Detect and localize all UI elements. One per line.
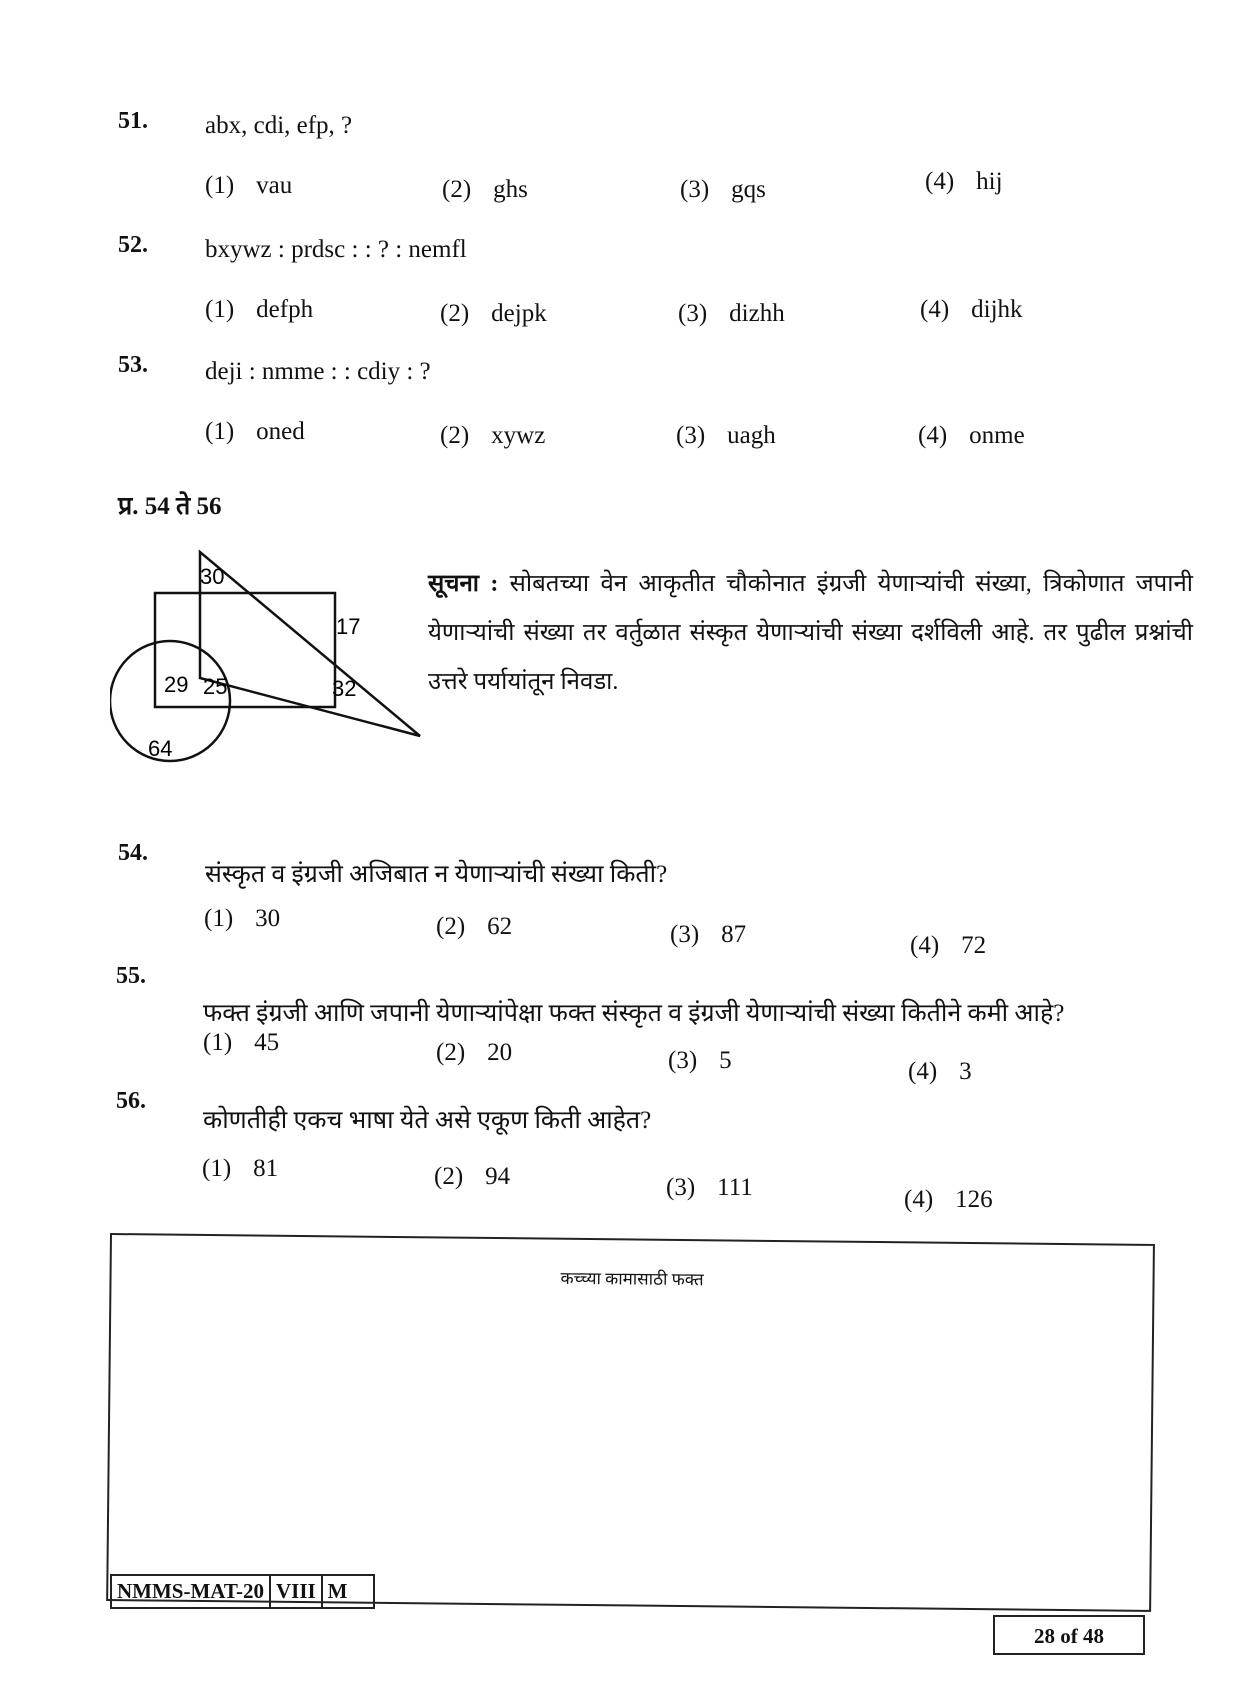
option: (1) 30: [204, 905, 281, 932]
question-text: संस्कृत व इंग्रजी अजिबात न येणाऱ्यांची संख्या किती?: [205, 861, 668, 888]
option: (3) 5: [668, 1047, 732, 1074]
option: (4) 3: [908, 1058, 972, 1085]
venn-label-rect-triangle-lower: 32: [332, 676, 357, 701]
question-text: abx, cdi, efp, ?: [205, 112, 353, 139]
rough-work-title: कच्च्या कामासाठी फक्त: [560, 1268, 704, 1290]
question-number: 54.: [118, 840, 148, 866]
option: (4) hij: [925, 168, 1003, 195]
venn-diagram: [110, 540, 430, 790]
option: (3) 111: [666, 1174, 753, 1201]
option: (4) 72: [910, 932, 987, 959]
question-number: 53.: [118, 352, 148, 378]
venn-label-triangle-only: 30: [200, 564, 225, 589]
exam-code: NMMS-MAT-20: [112, 1576, 271, 1607]
option: (2) ghs: [442, 176, 528, 203]
question-text: फक्त इंग्रजी आणि जपानी येणाऱ्यांपेक्षा फक्त संस्कृत व इंग्रजी येणाऱ्यांची संख्या कितीने कमी आहे?: [203, 1000, 1065, 1027]
page-number: 28 of 48: [993, 1615, 1145, 1655]
question-number: 55.: [116, 963, 146, 989]
option: (2) 20: [436, 1039, 513, 1066]
question-number: 51.: [118, 108, 148, 134]
question-number: 56.: [116, 1088, 146, 1114]
exam-medium: M: [327, 1579, 348, 1603]
question-text: deji : nmme : : cdiy : ?: [205, 358, 431, 385]
option: (2) 94: [434, 1163, 511, 1190]
option: (1) vau: [205, 172, 293, 199]
exam-code-box: [110, 1574, 375, 1609]
question-number: 52.: [118, 232, 148, 258]
option: (1) 45: [203, 1029, 280, 1056]
instruction-note: सूचना : सोबतच्या वेन आकृतीत चौकोनात इंग्रजी येणाऱ्यांची संख्या, त्रिकोणात जपानी येणाऱ्यांची संख्या तर वर्तुळात संस्कृत येणाऱ्यांची संख्या दर्शविली आहे. तर पुढील प्रश्नांची उत्तरे पर्यायांतून निवडा.: [428, 571, 1194, 695]
option: (3) gqs: [680, 176, 766, 203]
option: (2) xywz: [440, 422, 546, 449]
option: (4) dijhk: [920, 296, 1023, 323]
option: (4) onme: [918, 422, 1025, 449]
option: (2) dejpk: [440, 300, 547, 327]
option: (1) 81: [202, 1155, 279, 1182]
venn-label-rect-circle: 29: [164, 672, 189, 697]
option: (3) uagh: [676, 422, 776, 449]
japanese-triangle: [200, 552, 420, 736]
exam-class: VIII: [271, 1576, 323, 1607]
option: (3) dizhh: [678, 300, 785, 327]
venn-label-circle-only: 64: [148, 736, 173, 761]
option: (2) 62: [436, 913, 513, 940]
venn-label-rect-triangle: 17: [336, 614, 361, 639]
option: (1) oned: [205, 418, 305, 445]
option: (1) defph: [205, 296, 314, 323]
option: (3) 87: [670, 921, 747, 948]
rough-work-box: [106, 1233, 1155, 1612]
section-heading: प्र. 54 ते 56: [118, 493, 222, 520]
question-text: कोणतीही एकच भाषा येते असे एकूण किती आहेत?: [203, 1107, 652, 1134]
option: (4) 126: [904, 1186, 993, 1213]
question-text: bxywz : prdsc : : ? : nemfl: [205, 236, 467, 263]
venn-label-all-three: 25: [203, 674, 228, 699]
